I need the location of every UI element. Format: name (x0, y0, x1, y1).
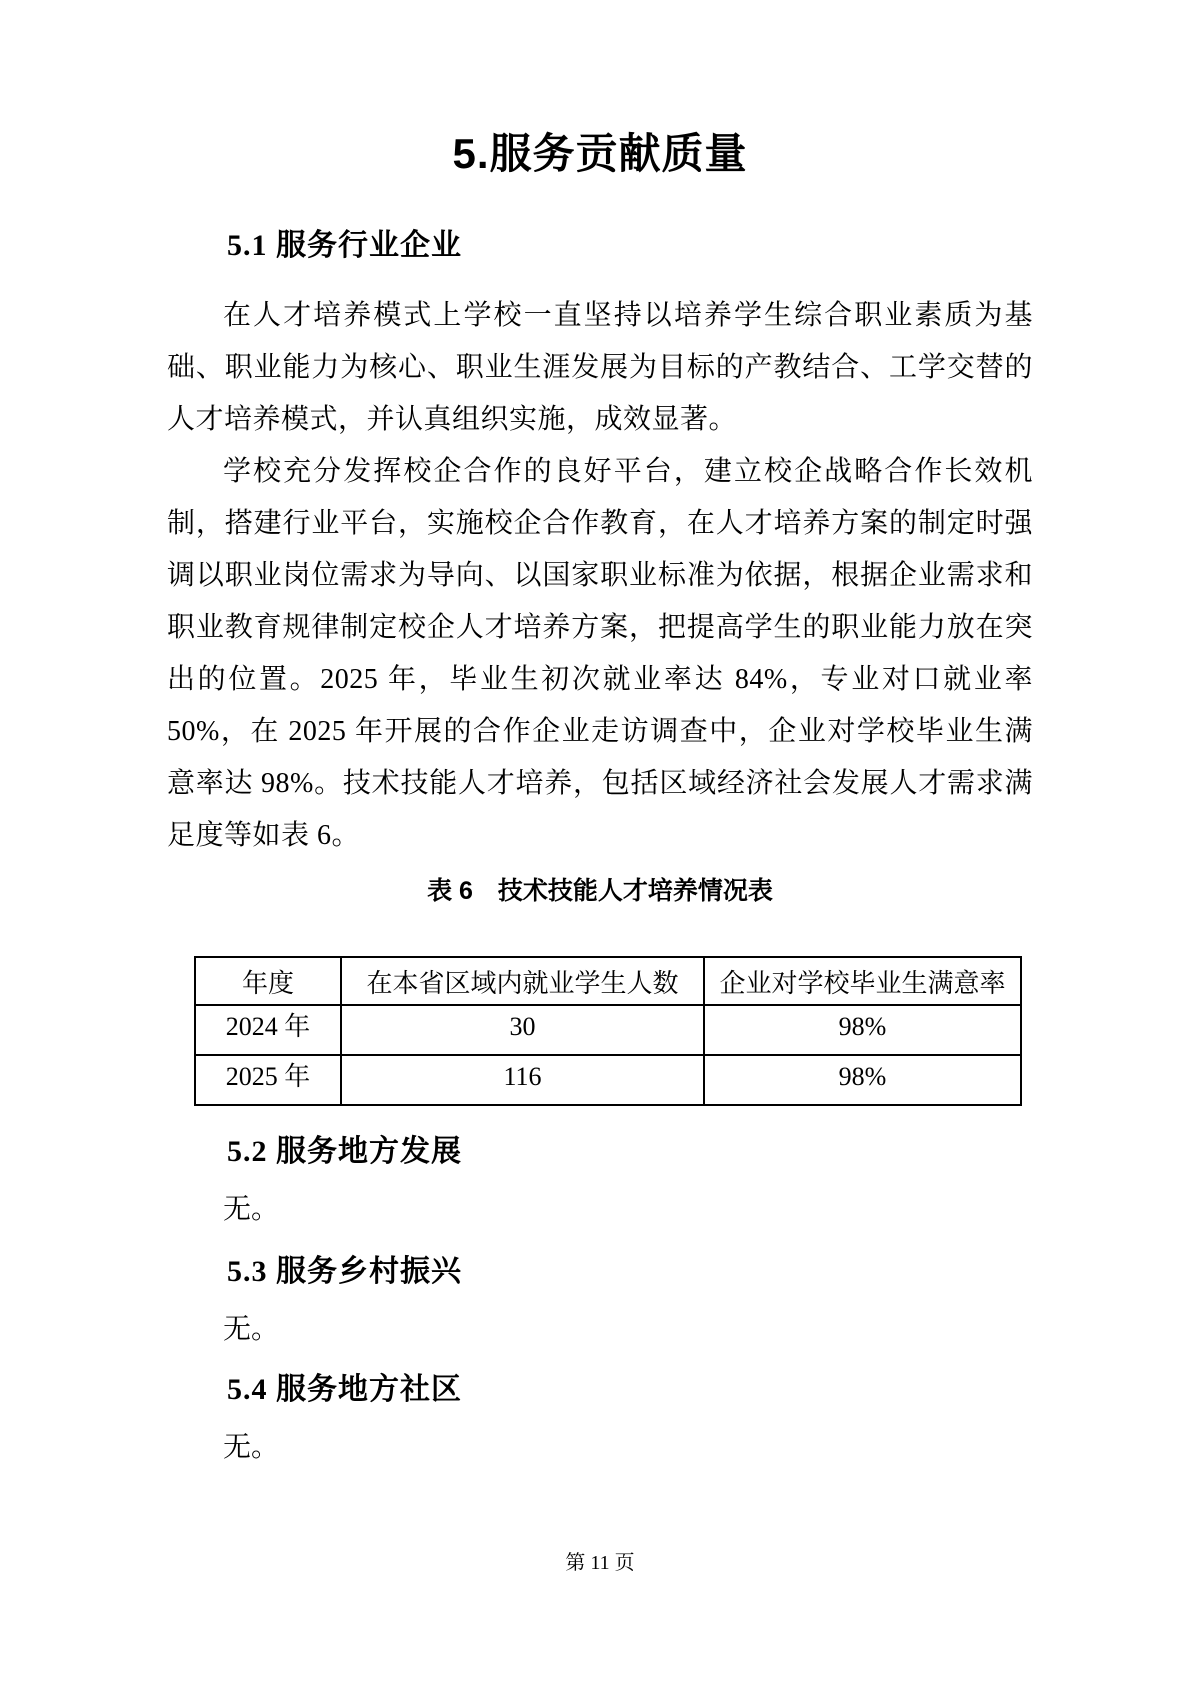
table-cell-year: 2025 年 (195, 1055, 341, 1105)
table-header-employed-in-province: 在本省区域内就业学生人数 (341, 957, 704, 1005)
paragraph-school-enterprise: 学校充分发挥校企合作的良好平台，建立校企战略合作长效机制，搭建行业平台，实施校企合作教育，在人才培养方案的制定时强调以职业岗位需求为导向、以国家职业标准为依据，根据企业需求和职业教育规律制定校企人才培养方案，把提高学生的职业能力放在突出的位置。2025 年，毕业生初次就业率达 84%，专业对口就业率 50%，在 2025 年开展的合作企业走访调查中，企业对学校毕业生满意率达 98%。技术技能人才培养，包括区域经济社会发展人才需求满足度等如表 6。 (167, 456, 1033, 851)
document-body (167, 228, 1033, 1466)
table-cell-employed-count: 116 (341, 1055, 704, 1105)
table-cell-satisfaction: 98% (704, 1005, 1021, 1055)
table-header-row (195, 957, 1021, 1005)
table-row-2024 (195, 1005, 1021, 1055)
section-5-3-body: 无。 (223, 1314, 280, 1345)
section-5-2-body: 无。 (223, 1194, 280, 1225)
section-5-4-body: 无。 (223, 1432, 280, 1463)
page-title: 5.服务贡献质量 (452, 130, 748, 177)
page-number: 第 11 页 (565, 1552, 635, 1574)
table-cell-year: 2024 年 (195, 1005, 341, 1055)
table-6-caption: 表 6 技术技能人才培养情况表 (427, 877, 773, 905)
section-heading-5-2: 5.2 服务地方发展 (227, 1135, 462, 1168)
table-header-year: 年度 (195, 957, 341, 1005)
table-row-2025 (195, 1055, 1021, 1105)
paragraph-talent-model: 在人才培养模式上学校一直坚持以培养学生综合职业素质为基础、职业能力为核心、职业生涯发展为目标的产教结合、工学交替的人才培养模式，并认真组织实施，成效显著。 (167, 300, 1033, 435)
table-6 (194, 956, 1022, 1106)
section-heading-5-4: 5.4 服务地方社区 (227, 1373, 462, 1406)
section-heading-5-1: 5.1 服务行业企业 (227, 229, 462, 262)
table-header-satisfaction-rate: 企业对学校毕业生满意率 (704, 957, 1021, 1005)
table-cell-satisfaction: 98% (704, 1055, 1021, 1105)
table-cell-employed-count: 30 (341, 1005, 704, 1055)
section-heading-5-3: 5.3 服务乡村振兴 (227, 1255, 462, 1288)
